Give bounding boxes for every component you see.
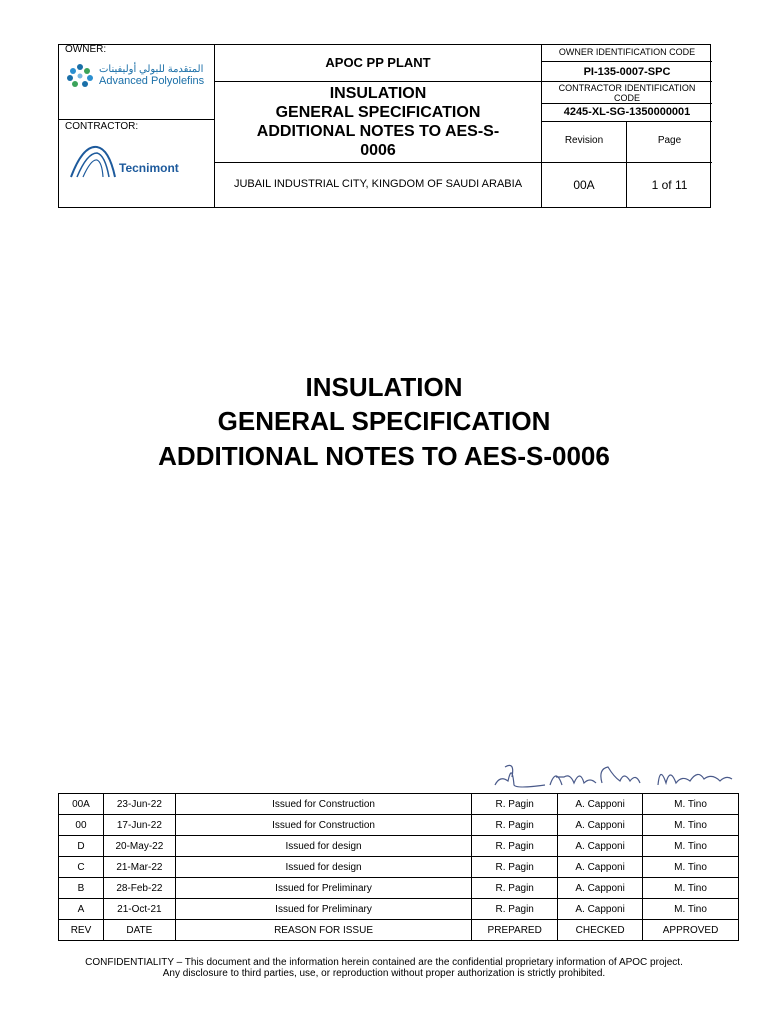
reason-cell: Issued for design: [175, 836, 471, 857]
tecnimont-arch-icon: [69, 143, 117, 179]
rev-cell: 00: [59, 815, 104, 836]
owner-label: OWNER:: [65, 44, 107, 55]
approved-header: APPROVED: [643, 920, 739, 941]
contractor-logo-text: Tecnimont: [119, 161, 179, 175]
date-header: DATE: [103, 920, 175, 941]
reason-cell: Issued for Construction: [175, 794, 471, 815]
checked-cell: A. Capponi: [558, 878, 643, 899]
table-row: [59, 857, 739, 878]
approved-cell: M. Tino: [643, 878, 739, 899]
reason-cell: Issued for design: [175, 857, 471, 878]
prepared-cell: R. Pagin: [472, 815, 558, 836]
prepared-cell: R. Pagin: [472, 836, 558, 857]
table-row: [59, 815, 739, 836]
checked-cell: A. Capponi: [558, 836, 643, 857]
confidentiality-notice: [0, 957, 768, 979]
reason-cell: Issued for Preliminary: [175, 878, 471, 899]
contractor-id-label: [542, 83, 712, 103]
date-cell: 21-Mar-22: [103, 857, 175, 878]
prepared-cell: R. Pagin: [472, 794, 558, 815]
rev-cell: B: [59, 878, 104, 899]
prepared-cell: R. Pagin: [472, 899, 558, 920]
reason-header: REASON FOR ISSUE: [175, 920, 471, 941]
table-row: [59, 794, 739, 815]
prepared-cell: R. Pagin: [472, 878, 558, 899]
revision-table-body: [59, 794, 739, 941]
signatures-image: [490, 755, 740, 795]
table-row: [59, 878, 739, 899]
date-cell: 20-May-22: [103, 836, 175, 857]
table-header-row: [59, 920, 739, 941]
page-label: Page: [657, 135, 682, 146]
document-title-block: [215, 84, 541, 160]
checked-cell: A. Capponi: [558, 899, 643, 920]
revision-value: 00A: [573, 178, 595, 192]
rev-cell: C: [59, 857, 104, 878]
confidentiality-line-1: CONFIDENTIALITY – This document and the information herein contained are the confidential proprietary information of APOC project.: [85, 957, 683, 968]
contractor-logo: [69, 143, 209, 183]
prepared-cell: R. Pagin: [472, 857, 558, 878]
rev-header: REV: [59, 920, 104, 941]
date-cell: 23-Jun-22: [103, 794, 175, 815]
revision-table: [58, 793, 739, 941]
checked-header: CHECKED: [558, 920, 643, 941]
advanced-polyolefins-logo-icon: [65, 61, 95, 91]
contractor-id-label-line-2: CODE: [613, 93, 640, 103]
approved-cell: M. Tino: [643, 794, 739, 815]
table-row: [59, 899, 739, 920]
approved-cell: M. Tino: [643, 836, 739, 857]
approved-cell: M. Tino: [643, 857, 739, 878]
owner-logo-arabic: المتقدمة للبولي أوليفينات: [99, 64, 204, 75]
owner-logo-text: Advanced Polyolefins: [99, 75, 205, 87]
main-title-line-1: INSULATION: [305, 372, 463, 402]
checked-cell: A. Capponi: [558, 794, 643, 815]
table-row: [59, 836, 739, 857]
contractor-id-label-line-1: CONTRACTOR IDENTIFICATION: [558, 83, 696, 93]
reason-cell: Issued for Construction: [175, 815, 471, 836]
rev-cell: 00A: [59, 794, 104, 815]
owner-logo: [65, 61, 213, 91]
checked-cell: A. Capponi: [558, 857, 643, 878]
doc-title-line-3: ADDITIONAL NOTES TO AES-S-: [256, 123, 500, 140]
contractor-id: 4245-XL-SG-1350000001: [563, 106, 691, 118]
approved-cell: M. Tino: [643, 815, 739, 836]
revision-label: Revision: [564, 135, 604, 146]
page-value: 1 of 11: [651, 178, 688, 192]
checked-cell: A. Capponi: [558, 815, 643, 836]
approved-cell: M. Tino: [643, 899, 739, 920]
header-table: [58, 44, 711, 208]
date-cell: 21-Oct-21: [103, 899, 175, 920]
rev-cell: A: [59, 899, 104, 920]
doc-title-line-2: GENERAL SPECIFICATION: [275, 104, 481, 121]
main-title-line-2: GENERAL SPECIFICATION: [217, 406, 551, 436]
date-cell: 28-Feb-22: [103, 878, 175, 899]
reason-cell: Issued for Preliminary: [175, 899, 471, 920]
confidentiality-line-2: Any disclosure to third parties, use, or reproduction without proper authorization is strictly prohibited.: [162, 968, 606, 979]
doc-title-line-1: INSULATION: [329, 85, 427, 102]
contractor-label: CONTRACTOR:: [65, 121, 139, 132]
plant-name: APOC PP PLANT: [325, 55, 431, 70]
owner-id: PI-135-0007-SPC: [583, 66, 671, 78]
date-cell: 17-Jun-22: [103, 815, 175, 836]
prepared-header: PREPARED: [472, 920, 558, 941]
doc-title-line-4: 0006: [360, 142, 396, 159]
owner-id-label: OWNER IDENTIFICATION CODE: [558, 47, 696, 57]
rev-cell: D: [59, 836, 104, 857]
location: JUBAIL INDUSTRIAL CITY, KINGDOM OF SAUDI ARABIA: [233, 178, 523, 190]
main-title-line-3: ADDITIONAL NOTES TO AES-S-0006: [158, 441, 610, 471]
